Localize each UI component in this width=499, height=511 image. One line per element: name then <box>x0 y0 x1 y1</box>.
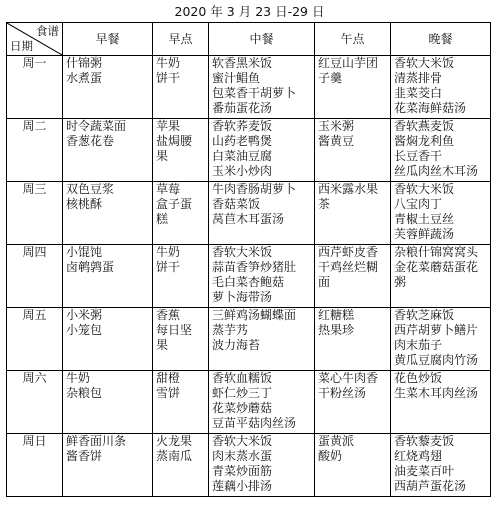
menu-table <box>6 22 491 497</box>
menu-item: 牛肉香肠胡萝卜 <box>212 182 297 196</box>
afternoon-snack-cell <box>315 245 391 308</box>
menu-item: 波力海苔 <box>212 338 261 352</box>
column-header-lunch: 中餐 <box>209 23 315 56</box>
menu-item: 西葫芦蛋花汤 <box>394 479 467 493</box>
lunch-cell <box>209 308 315 371</box>
table-row <box>7 182 491 245</box>
menu-item: 时令蔬菜面 <box>66 119 127 133</box>
menu-item: 子羹 <box>318 71 343 85</box>
day-cell: 周六 <box>7 371 63 434</box>
lunch-cell <box>209 182 315 245</box>
day-cell: 周五 <box>7 308 63 371</box>
morning-snack-cell <box>153 119 209 182</box>
dinner-cell <box>391 308 491 371</box>
menu-item: 蒜苗香笋炒猪肚 <box>212 260 297 274</box>
menu-item: 蒸南瓜 <box>156 449 193 463</box>
column-header-morning-snack: 早点 <box>153 23 209 56</box>
menu-item: 小笼包 <box>66 323 103 337</box>
menu-item: 酸奶 <box>318 449 343 463</box>
menu-item: 八宝肉丁 <box>394 197 443 211</box>
lunch-cell <box>209 434 315 497</box>
menu-item: 什锦粥 <box>66 56 103 70</box>
afternoon-snack-cell <box>315 371 391 434</box>
afternoon-snack-cell <box>315 119 391 182</box>
breakfast-cell <box>63 371 153 434</box>
menu-item: 糕 <box>156 212 169 226</box>
page-title: 2020 年 3 月 23 日-29 日 <box>174 4 325 19</box>
breakfast-cell <box>63 308 153 371</box>
menu-item: 西芹胡萝卜鳝片 <box>394 323 479 337</box>
menu-item: 生菜木耳肉丝汤 <box>394 386 479 400</box>
morning-snack-cell <box>153 245 209 308</box>
menu-item: 核桃酥 <box>66 197 103 211</box>
menu-item: 苹果 <box>156 119 181 133</box>
menu-item: 玉米小炒肉 <box>212 164 273 178</box>
menu-item: 茶 <box>318 197 331 211</box>
menu-item: 番茄蛋花汤 <box>212 101 273 115</box>
lunch-cell <box>209 119 315 182</box>
menu-item: 香软血糯饭 <box>212 371 273 385</box>
day-cell: 周三 <box>7 182 63 245</box>
menu-item: 清蒸排骨 <box>394 71 443 85</box>
menu-item: 香软大米饭 <box>394 56 455 70</box>
menu-item: 蛋黄派 <box>318 434 355 448</box>
menu-item: 香软燕麦饭 <box>394 119 455 133</box>
morning-snack-cell <box>153 434 209 497</box>
menu-item: 火龙果 <box>156 434 193 448</box>
menu-item: 豆苗平菇肉丝汤 <box>212 416 297 430</box>
menu-item: 肉末茄子 <box>394 338 443 352</box>
menu-item: 干鸡丝烂糊 <box>318 260 379 274</box>
menu-item: 每日坚 <box>156 323 193 337</box>
menu-item: 西芹虾皮香 <box>318 245 379 259</box>
breakfast-cell <box>63 182 153 245</box>
column-header-breakfast: 早餐 <box>63 23 153 56</box>
menu-item: 小米粥 <box>66 308 103 322</box>
menu-item: 丝瓜肉丝木耳汤 <box>394 164 479 178</box>
menu-item: 牛奶 <box>156 245 181 259</box>
corner-label-recipe: 食谱 <box>36 24 59 38</box>
menu-item: 黄瓜豆腐肉竹汤 <box>394 353 479 367</box>
menu-item: 虾仁炒三丁 <box>212 386 273 400</box>
menu-item: 油麦菜百叶 <box>394 464 455 478</box>
menu-item: 花菜炒蘑菇 <box>212 401 273 415</box>
day-cell: 周一 <box>7 56 63 119</box>
lunch-cell <box>209 245 315 308</box>
lunch-cell <box>209 371 315 434</box>
menu-item: 萝卜海带汤 <box>212 290 273 304</box>
corner-cell <box>7 23 63 56</box>
table-row <box>7 371 491 434</box>
dinner-cell <box>391 245 491 308</box>
breakfast-cell <box>63 245 153 308</box>
header-row <box>7 23 491 56</box>
menu-item: 卤鹌鹑蛋 <box>66 260 115 274</box>
menu-item: 饼干 <box>156 260 181 274</box>
menu-item: 三鲜鸡汤蝴蝶面 <box>212 308 297 322</box>
menu-item: 莲藕小排汤 <box>212 479 273 493</box>
menu-item: 红烧鸡翅 <box>394 449 443 463</box>
menu-item: 酱黄豆 <box>318 134 355 148</box>
day-cell: 周二 <box>7 119 63 182</box>
menu-item: 粥 <box>394 275 407 289</box>
menu-item: 香软大米饭 <box>212 245 273 259</box>
menu-item: 金花菜蘑菇蛋花 <box>394 260 479 274</box>
menu-item: 西米露水果 <box>318 182 379 196</box>
corner-label-date: 日期 <box>10 39 33 53</box>
dinner-cell <box>391 119 491 182</box>
menu-item: 花菜海鲜菇汤 <box>394 101 467 115</box>
morning-snack-cell <box>153 182 209 245</box>
menu-item: 蜜汁鲳鱼 <box>212 71 261 85</box>
menu-item: 酱香饼 <box>66 449 103 463</box>
table-row <box>7 56 491 119</box>
menu-item: 果 <box>156 338 169 352</box>
menu-item: 果 <box>156 149 169 163</box>
dinner-cell <box>391 434 491 497</box>
menu-item: 莴苣木耳蛋汤 <box>212 212 285 226</box>
table-row <box>7 119 491 182</box>
menu-item: 香软荞麦饭 <box>212 119 273 133</box>
menu-item: 香蕉 <box>156 308 181 322</box>
afternoon-snack-cell <box>315 182 391 245</box>
column-header-afternoon-snack: 午点 <box>315 23 391 56</box>
menu-item: 青椒土豆丝 <box>394 212 455 226</box>
menu-item: 长豆香干 <box>394 149 443 163</box>
menu-item: 香葱花卷 <box>66 134 115 148</box>
breakfast-cell <box>63 434 153 497</box>
menu-item: 香软藜麦饭 <box>394 434 455 448</box>
dinner-cell <box>391 182 491 245</box>
menu-item: 盐焗腰 <box>156 134 193 148</box>
menu-item: 玉米粥 <box>318 119 355 133</box>
afternoon-snack-cell <box>315 434 391 497</box>
menu-item: 香软芝麻饭 <box>394 308 455 322</box>
menu-item: 肉末蒸水蛋 <box>212 449 273 463</box>
day-cell: 周四 <box>7 245 63 308</box>
menu-item: 香菇菜饭 <box>212 197 261 211</box>
menu-item: 红糖糕 <box>318 308 355 322</box>
menu-item: 牛奶 <box>156 56 181 70</box>
breakfast-cell <box>63 119 153 182</box>
afternoon-snack-cell <box>315 308 391 371</box>
table-row <box>7 308 491 371</box>
morning-snack-cell <box>153 56 209 119</box>
menu-item: 杂粮什锦窝窝头 <box>394 245 479 259</box>
table-row <box>7 434 491 497</box>
menu-item: 包菜香干胡萝卜 <box>212 86 297 100</box>
menu-item: 芙蓉鲜蔬汤 <box>394 227 455 241</box>
table-row <box>7 245 491 308</box>
menu-item: 杂粮包 <box>66 386 103 400</box>
morning-snack-cell <box>153 371 209 434</box>
menu-item: 干粉丝汤 <box>318 386 367 400</box>
menu-item: 双色豆浆 <box>66 182 115 196</box>
menu-item: 水煮蛋 <box>66 71 103 85</box>
menu-item: 面 <box>318 275 331 289</box>
menu-item: 小馄饨 <box>66 245 103 259</box>
breakfast-cell <box>63 56 153 119</box>
menu-item: 鲜香面川条 <box>66 434 127 448</box>
menu-item: 香软大米饭 <box>212 434 273 448</box>
afternoon-snack-cell <box>315 56 391 119</box>
menu-item: 红豆山芋团 <box>318 56 379 70</box>
dinner-cell <box>391 56 491 119</box>
column-header-dinner: 晚餐 <box>391 23 491 56</box>
menu-item: 韭菜茭白 <box>394 86 443 100</box>
morning-snack-cell <box>153 308 209 371</box>
menu-item: 软香黑米饭 <box>212 56 273 70</box>
menu-item: 白菜油豆腐 <box>212 149 273 163</box>
menu-item: 草莓 <box>156 182 181 196</box>
menu-item: 甜橙 <box>156 371 181 385</box>
menu-item: 雪饼 <box>156 386 181 400</box>
menu-item: 花色炒饭 <box>394 371 443 385</box>
menu-item: 饼干 <box>156 71 181 85</box>
menu-item: 毛白菜杏鲍菇 <box>212 275 285 289</box>
menu-item: 热果珍 <box>318 323 355 337</box>
lunch-cell <box>209 56 315 119</box>
menu-item: 酱焖龙利鱼 <box>394 134 455 148</box>
menu-item: 香软大米饭 <box>394 182 455 196</box>
menu-item: 蒸芋艿 <box>212 323 249 337</box>
menu-item: 盒子蛋 <box>156 197 193 211</box>
dinner-cell <box>391 371 491 434</box>
menu-item: 青菜炒面筋 <box>212 464 273 478</box>
menu-item: 菜心牛肉香 <box>318 371 379 385</box>
menu-item: 山药老鸭煲 <box>212 134 273 148</box>
day-cell: 周日 <box>7 434 63 497</box>
menu-item: 牛奶 <box>66 371 91 385</box>
